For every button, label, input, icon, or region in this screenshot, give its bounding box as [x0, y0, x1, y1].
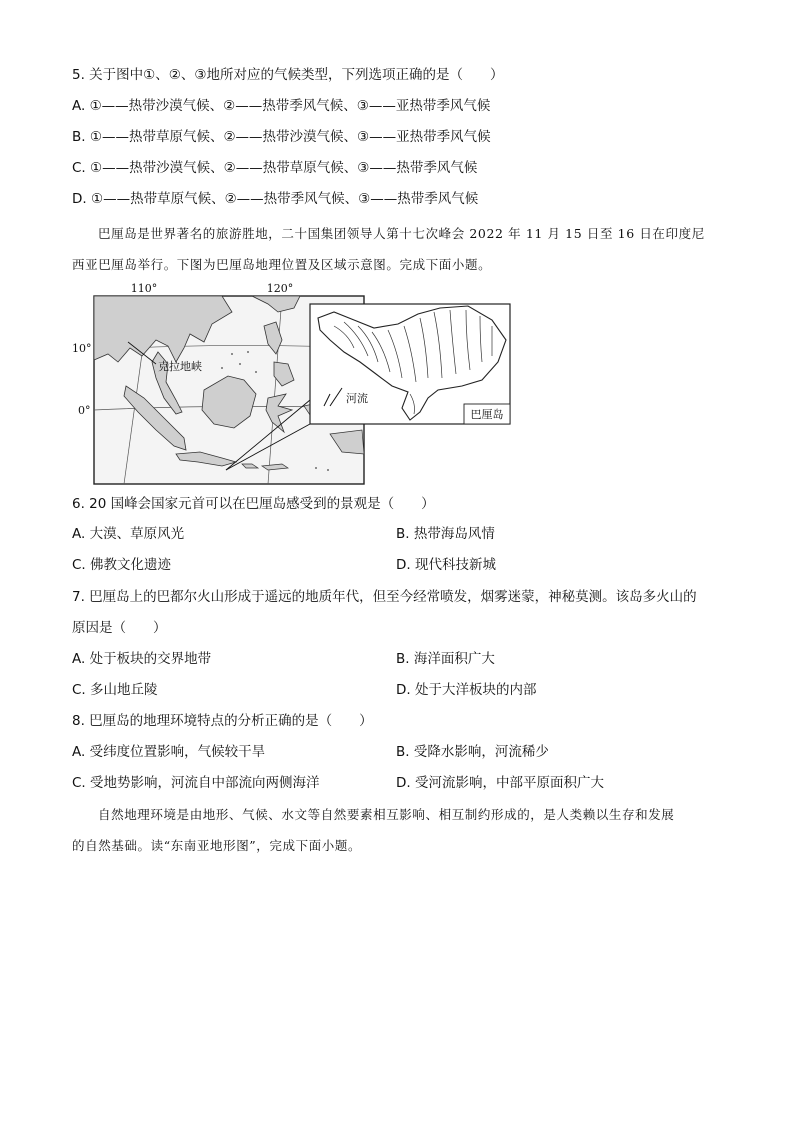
q7-option-a: A. 处于板块的交界地带 [72, 651, 212, 667]
island-dot [255, 371, 257, 373]
isthmus-label: 克拉地峡 [158, 360, 202, 373]
q6-option-c: C. 佛教文化遗迹 [72, 557, 172, 573]
q7-options-row-2 [72, 681, 732, 699]
q7-option-b: B. 海洋面积广大 [396, 651, 495, 667]
q7-options-row-1 [72, 650, 732, 668]
intro1-line1: 巴厘岛是世界著名的旅游胜地，二十国集团领导人第十七次峰会 2022 年 11 月 15 日至 16 日在印度尼 [98, 226, 705, 241]
lon-label-110: 110° [130, 282, 158, 295]
lon-label-120: 120° [266, 282, 294, 295]
q5-option-b: B. ①——热带草原气候、②——热带沙漠气候、③——亚热带季风气候 [72, 129, 491, 145]
island-dot [315, 467, 317, 469]
q7-option-c: C. 多山地丘陵 [72, 682, 158, 698]
lat-label-0: 0° [78, 404, 91, 417]
q5-stem: 5. 关于图中①、②、③地所对应的气候类型，下列选项正确的是（ ） [72, 67, 504, 83]
q8-options-row-1 [72, 743, 732, 761]
q8-stem: 8. 巴厘岛的地理环境特点的分析正确的是（ ） [72, 713, 373, 729]
lat-label-10: 10° [72, 342, 92, 355]
q8-option-c: C. 受地势影响，河流自中部流向两侧海洋 [72, 775, 320, 791]
q7-stem-line2: 原因是（ ） [72, 620, 167, 636]
intro1-line2: 西亚巴厘岛举行。下图为巴厘岛地理位置及区域示意图。完成下面小题。 [72, 257, 492, 272]
q6-option-b: B. 热带海岛风情 [396, 526, 495, 542]
island-dot [327, 469, 329, 471]
q6-option-a: A. 大漠、草原风光 [72, 526, 185, 542]
q8-option-d: D. 受河流影响，中部平原面积广大 [396, 775, 604, 791]
intro2-line1: 自然地理环境是由地形、气候、水文等自然要素相互影响、相互制约形成的，是人类赖以生存和发展 [98, 807, 675, 822]
island-dot [231, 353, 233, 355]
q6-options-row-1 [72, 525, 732, 543]
island-dot [239, 363, 241, 365]
q6-option-d: D. 现代科技新城 [396, 557, 496, 573]
bali-location-map [72, 282, 516, 488]
q8-option-a: A. 受纬度位置影响，气候较干旱 [72, 744, 266, 760]
q5-option-a: A. ①——热带沙漠气候、②——热带季风气候、③——亚热带季风气候 [72, 98, 491, 114]
river-legend-label: 河流 [346, 392, 368, 405]
inset-title: 巴厘岛 [470, 408, 504, 421]
q6-stem: 6. 20 国峰会国家元首可以在巴厘岛感受到的景观是（ ） [72, 496, 435, 512]
q8-options-row-2 [72, 774, 732, 792]
q7-option-d: D. 处于大洋板块的内部 [396, 682, 537, 698]
island-dot [247, 351, 249, 353]
island-dot [221, 367, 223, 369]
q7-stem-line1: 7. 巴厘岛上的巴都尔火山形成于遥远的地质年代，但至今经常喷发，烟雾迷蒙，神秘莫测。该岛多火山的 [72, 589, 697, 605]
q5-option-d: D. ①——热带草原气候、②——热带季风气候、③——热带季风气候 [72, 191, 479, 207]
intro2-line2: 的自然基础。读“东南亚地形图”，完成下面小题。 [72, 838, 362, 853]
q8-option-b: B. 受降水影响，河流稀少 [396, 744, 549, 760]
q5-option-c: C. ①——热带沙漠气候、②——热带草原气候、③——热带季风气候 [72, 160, 478, 176]
q6-options-row-2 [72, 556, 732, 574]
